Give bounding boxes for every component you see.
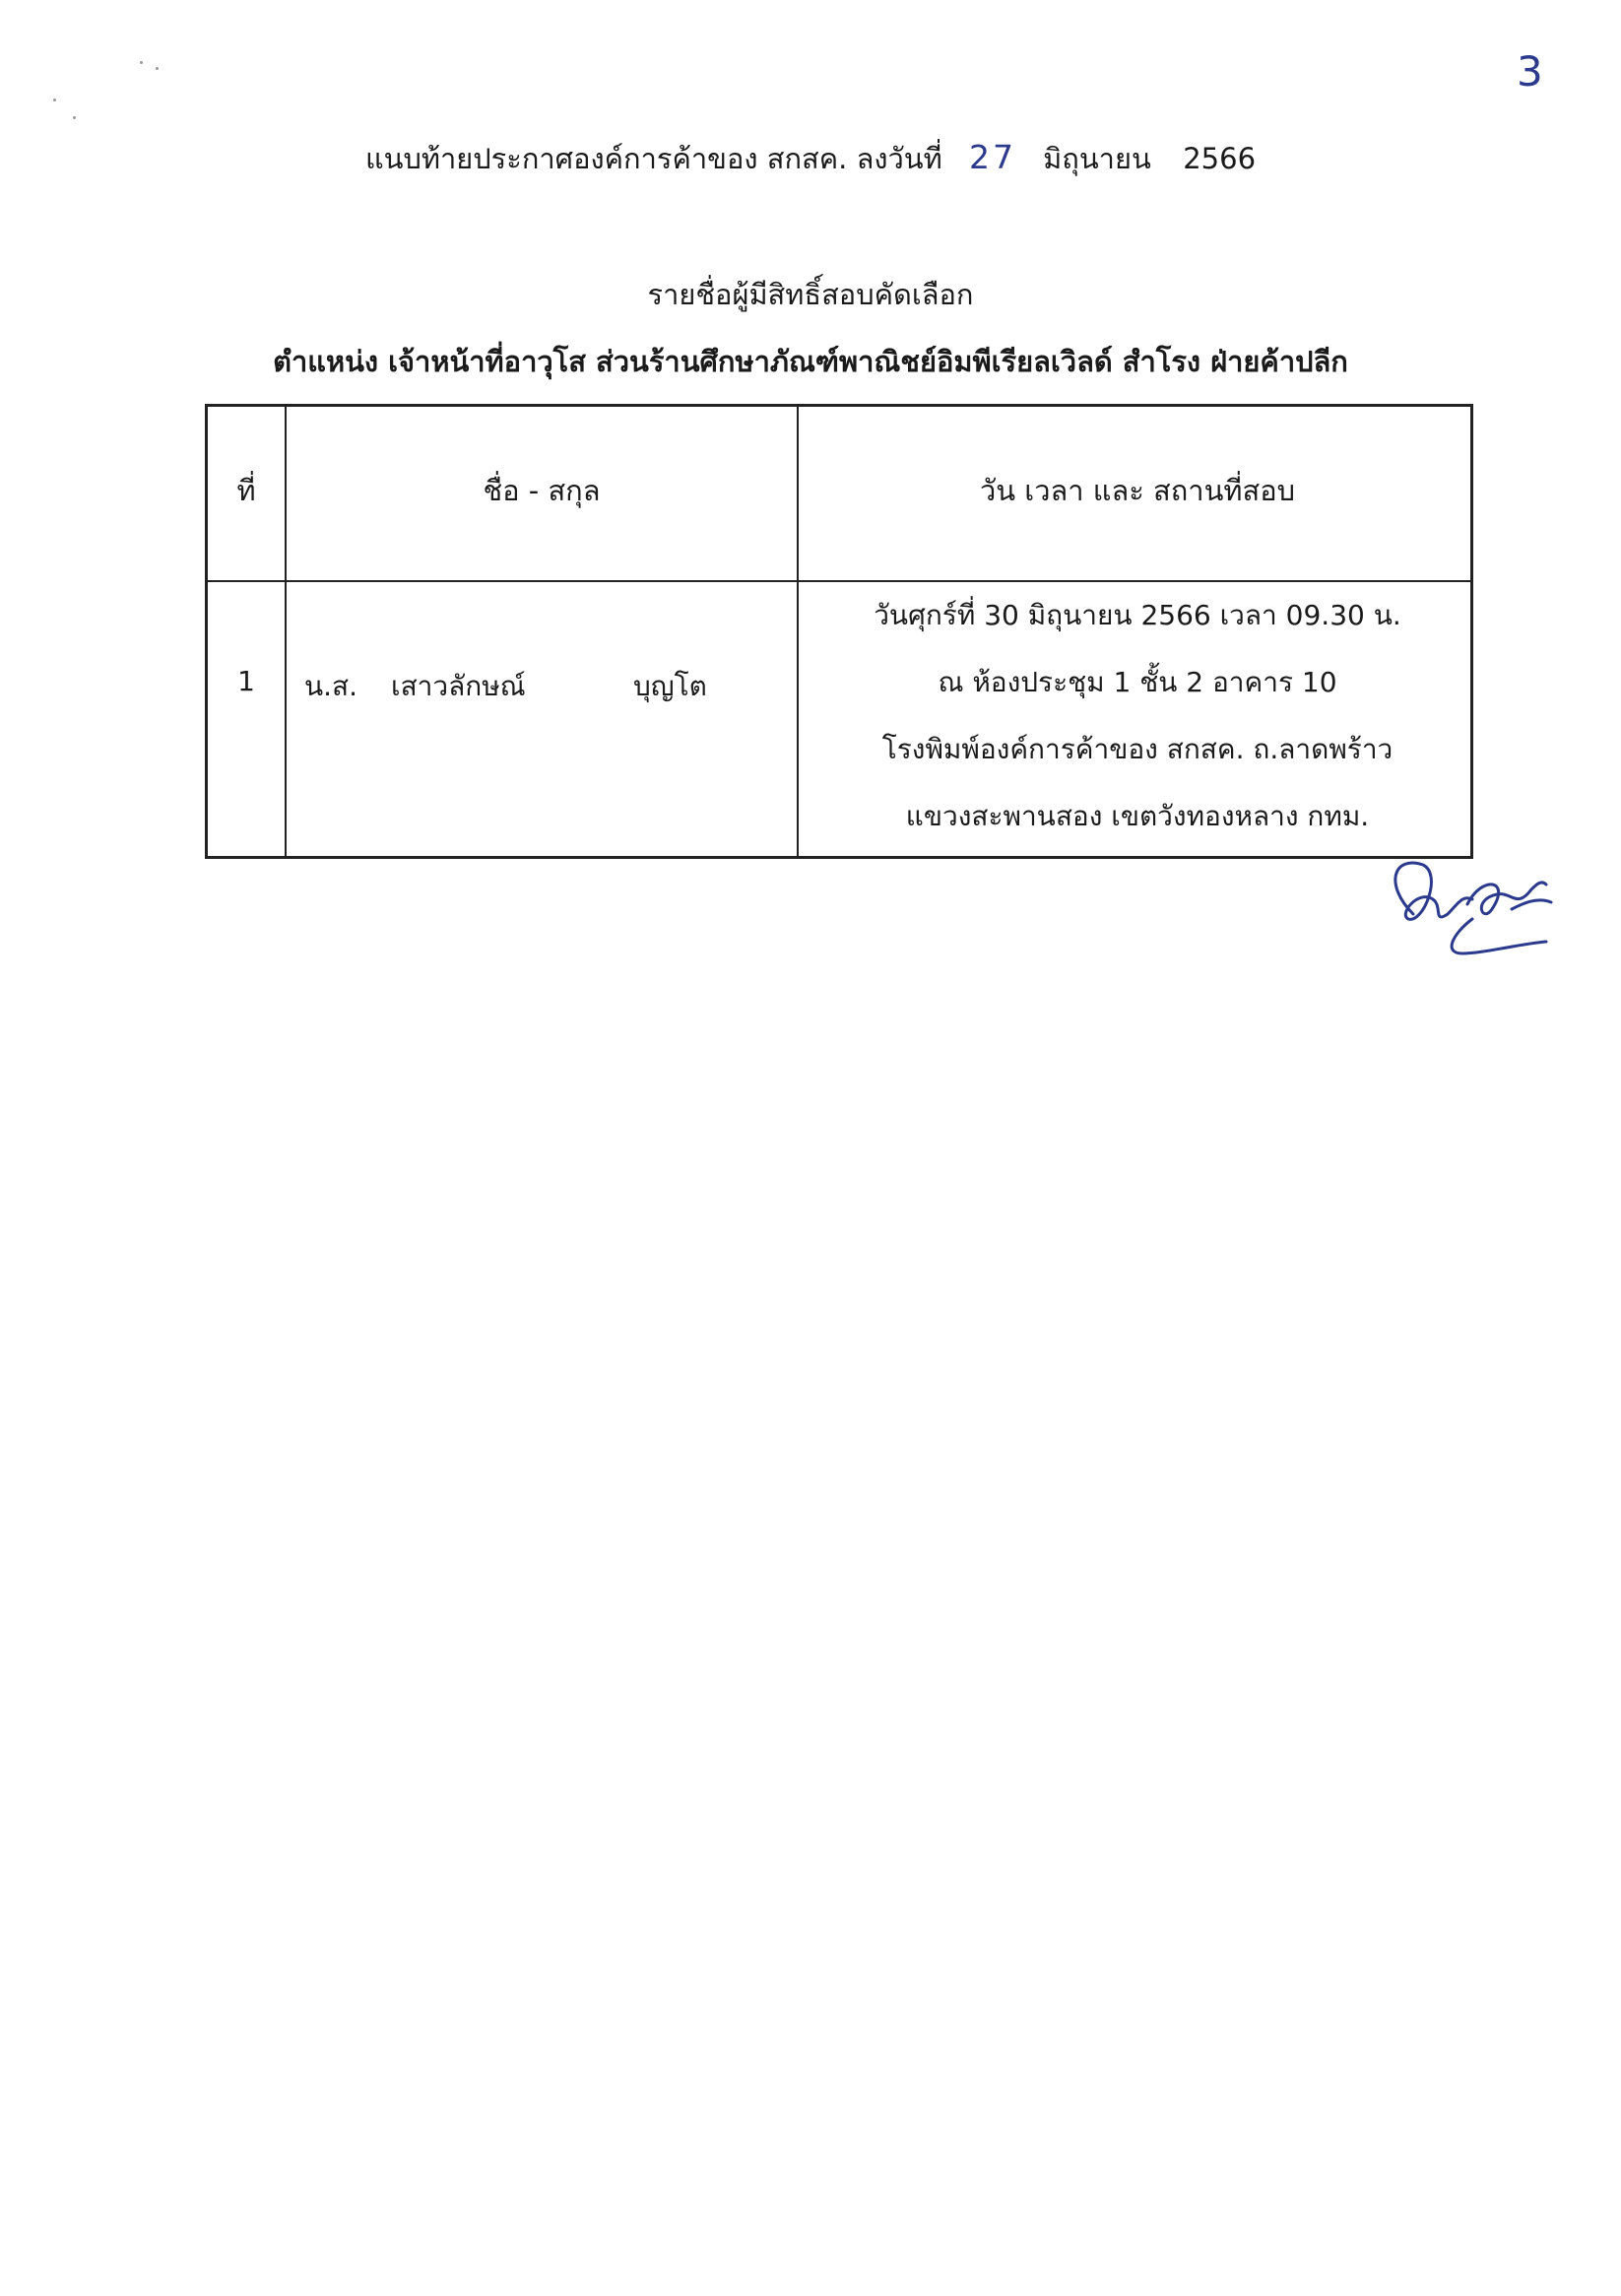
row-number: 1 [237,665,255,697]
scan-speck [156,67,159,70]
candidate-table [205,404,1473,859]
header-schedule: วัน เวลา และ สถานที่สอบ [979,474,1296,507]
schedule-building: โรงพิมพ์องค์การค้าของ สกสค. ถ.ลาดพร้าว [881,733,1394,765]
list-title: รายชื่อผู้มีสิทธิ์สอบคัดเลือก [647,278,974,311]
header-row-divider [208,580,1470,582]
schedule-district: แขวงสะพานสอง เขตวังทองหลาง กทม. [905,800,1370,832]
candidate-first-name: เสาวลักษณ์ [391,670,526,702]
header-name: ชื่อ - สกุล [483,474,601,507]
handwritten-page-number: 3 [1517,47,1543,96]
header-year: 2566 [1183,142,1257,175]
schedule-room: ณ ห้องประชุม 1 ชั้น 2 อาคาร 10 [938,666,1337,698]
scan-speck [53,98,56,101]
candidate-title: น.ส. [304,670,358,702]
candidate-last-name: บุญโต [633,670,707,702]
scan-speck [73,116,76,119]
handwritten-day: 27 [968,138,1016,176]
attachment-header [0,136,1621,181]
header-number: ที่ [236,474,256,507]
handwritten-signature [1374,855,1571,983]
header-month: มิถุนายน [1043,142,1151,175]
header-prefix: แนบท้ายประกาศองค์การค้าของ สกสค. ลงวันที่ [364,142,942,175]
scan-speck [140,61,143,64]
schedule-date-time: วันศุกร์ที่ 30 มิถุนายน 2566 เวลา 09.30 น. [874,599,1401,631]
position-title: ตำแหน่ง เจ้าหน้าที่อาวุโส ส่วนร้านศึกษาภัณฑ์พาณิชย์อิมพีเรียลเวิลด์ สำโรง ฝ่ายค้าปลีก [273,345,1348,378]
